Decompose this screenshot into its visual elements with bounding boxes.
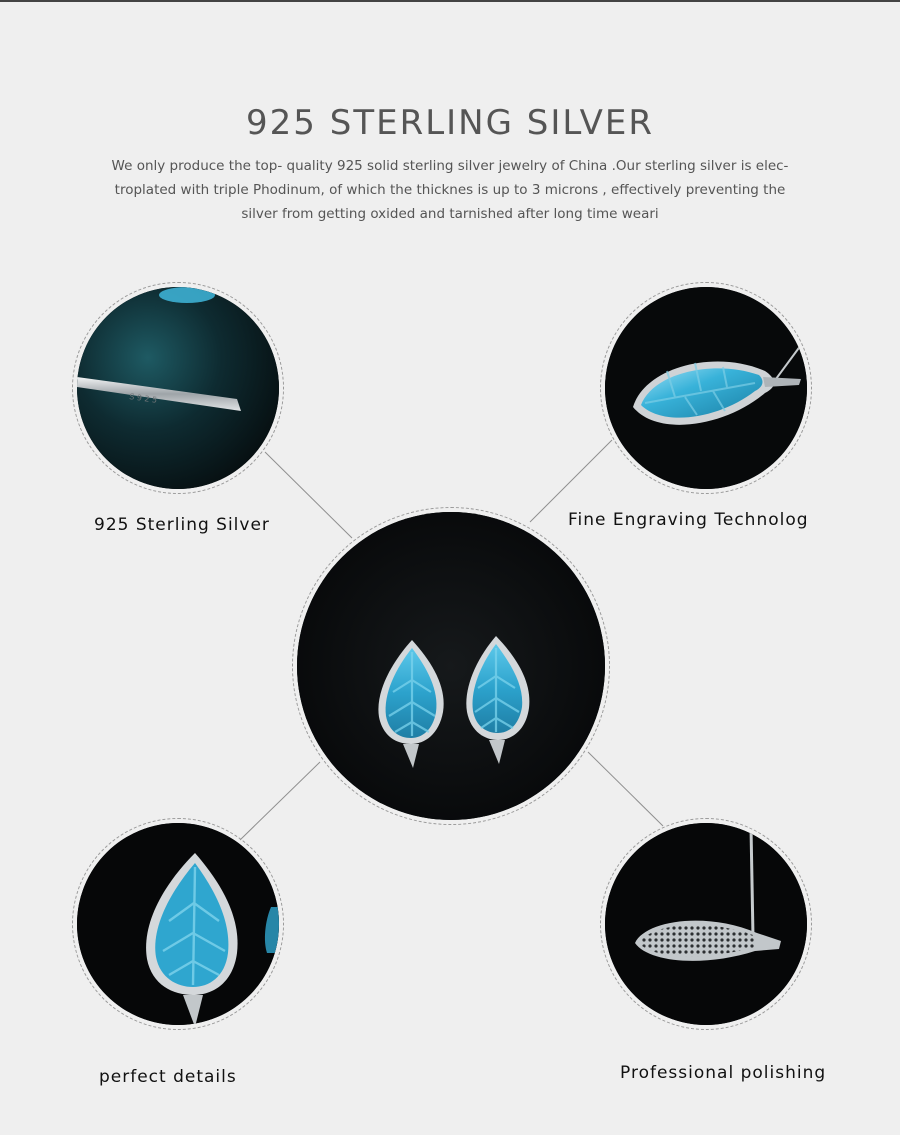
photo-leaf-engraving	[600, 282, 812, 494]
photo-leaf-detail	[72, 818, 284, 1030]
caption-professional-polishing: Professional polishing	[620, 1063, 827, 1083]
leaf-side-illustration	[605, 287, 807, 489]
photo-earring-pair	[292, 507, 610, 825]
leaf-detail-illustration	[77, 823, 279, 1025]
caption-sterling-silver: 925 Sterling Silver	[94, 515, 270, 535]
earring-pair-illustration	[297, 512, 605, 820]
photo-polished-back	[600, 818, 812, 1030]
photo-pin-stamp	[72, 282, 284, 494]
intro-line-1: We only produce the top- quality 925 solid sterling silver jewelry of China .Our sterling silver is elec-	[111, 158, 789, 174]
caption-fine-engraving: Fine Engraving Technolog	[568, 510, 809, 530]
intro-line-2: troplated with triple Phodinum, of which the thicknes is up to 3 microns , effectively preventing the	[114, 182, 786, 198]
pin-stamp-illustration	[77, 287, 279, 489]
polished-back-illustration	[605, 823, 807, 1025]
pin-stamp-text: S 9 2 5	[128, 392, 158, 405]
connector-top-left	[265, 452, 352, 538]
caption-perfect-details: perfect details	[99, 1067, 237, 1087]
connector-bottom-left	[240, 762, 320, 840]
page-title: 925 STERLING SILVER	[246, 103, 654, 143]
intro-line-3: silver from getting oxided and tarnished after long time weari	[241, 206, 659, 222]
connector-bottom-right	[588, 752, 663, 826]
